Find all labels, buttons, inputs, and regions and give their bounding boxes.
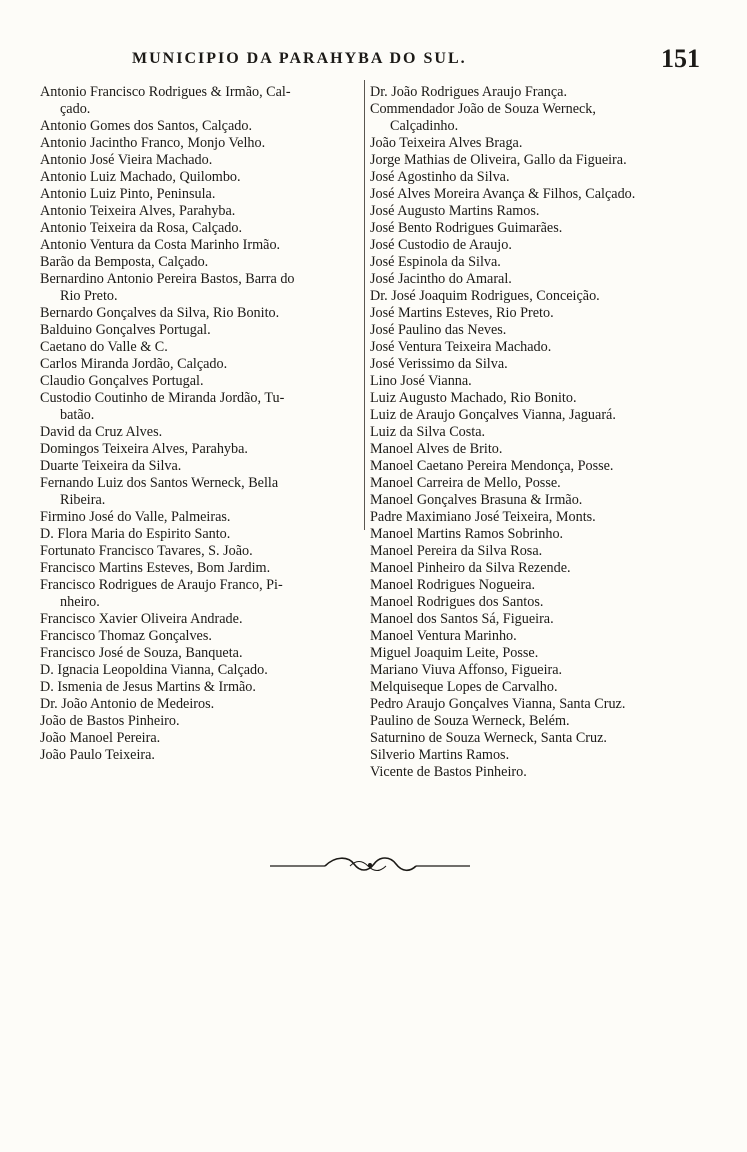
directory-entry xyxy=(370,186,690,203)
entry-text: Mariano Viuva Affonso, Figueira. xyxy=(370,662,563,678)
entry-text: Fortunato Francisco Tavares, S. João. xyxy=(40,543,253,559)
directory-entry xyxy=(370,356,690,373)
directory-entry xyxy=(40,560,362,577)
directory-entry xyxy=(40,203,362,220)
directory-entry xyxy=(40,305,362,322)
entry-text: Duarte Teixeira da Silva. xyxy=(40,458,182,474)
entry-text: Manoel dos Santos Sá, Figueira. xyxy=(370,611,554,627)
entry-text: Pedro Araujo Gonçalves Vianna, Santa Cruz. xyxy=(370,696,626,712)
entry-text: Manoel Rodrigues Nogueira. xyxy=(370,577,536,593)
page-number: 151 xyxy=(661,44,700,73)
directory-entry xyxy=(370,237,690,254)
directory-entry xyxy=(370,407,690,424)
entry-text: Barão da Bemposta, Calçado. xyxy=(40,254,209,270)
directory-entry xyxy=(40,322,362,339)
directory-entry xyxy=(40,662,362,679)
entry-text: Antonio Francisco Rodrigues & Irmão, Cal- xyxy=(40,84,291,100)
directory-entry xyxy=(40,339,362,356)
page-header xyxy=(40,44,700,78)
directory-entry xyxy=(40,373,362,390)
right-column xyxy=(370,84,690,781)
entry-text: José Paulino das Neves. xyxy=(370,322,507,338)
entry-text: Luiz Augusto Machado, Rio Bonito. xyxy=(370,390,577,406)
entry-continuation: çado. xyxy=(60,101,91,117)
entry-text: Luiz de Araujo Gonçalves Vianna, Jaguará. xyxy=(370,407,616,423)
directory-entry xyxy=(370,764,690,781)
directory-entry xyxy=(40,679,362,696)
directory-entry xyxy=(40,237,362,254)
entry-text: Dr. João Rodrigues Araujo França. xyxy=(370,84,568,100)
entry-text: Manoel Rodrigues dos Santos. xyxy=(370,594,544,610)
entry-text: Melquiseque Lopes de Carvalho. xyxy=(370,679,558,695)
entry-text: Silverio Martins Ramos. xyxy=(370,747,510,763)
directory-entry xyxy=(40,169,362,186)
directory-entry xyxy=(370,713,690,730)
directory-entry xyxy=(370,577,690,594)
directory-entry xyxy=(40,84,362,118)
entry-text: Francisco Rodrigues de Araujo Franco, Pi- xyxy=(40,577,283,593)
directory-entry xyxy=(40,135,362,152)
entry-text: Manoel Caetano Pereira Mendonça, Posse. xyxy=(370,458,614,474)
directory-entry xyxy=(40,747,362,764)
directory-entry xyxy=(370,560,690,577)
directory-entry xyxy=(370,747,690,764)
entry-text: Manoel Pinheiro da Silva Rezende. xyxy=(370,560,571,576)
directory-entry xyxy=(40,424,362,441)
directory-entry xyxy=(370,322,690,339)
entry-text: Luiz da Silva Costa. xyxy=(370,424,486,440)
entry-text: João Manoel Pereira. xyxy=(40,730,161,746)
entry-text: José Jacintho do Amaral. xyxy=(370,271,512,287)
directory-entry xyxy=(370,101,690,135)
page-title: MUNICIPIO DA PARAHYBA DO SUL. xyxy=(132,50,467,67)
entry-text: Antonio Teixeira Alves, Parahyba. xyxy=(40,203,236,219)
entry-text: Paulino de Souza Werneck, Belém. xyxy=(370,713,570,729)
directory-entry xyxy=(370,305,690,322)
entry-text: José Alves Moreira Avança & Filhos, Calçado. xyxy=(370,186,636,202)
entry-text: Dr. João Antonio de Medeiros. xyxy=(40,696,215,712)
entry-text: Manoel Carreira de Mello, Posse. xyxy=(370,475,561,491)
entry-text: José Augusto Martins Ramos. xyxy=(370,203,540,219)
directory-entry xyxy=(370,373,690,390)
entry-text: Custodio Coutinho de Miranda Jordão, Tu- xyxy=(40,390,285,406)
entry-text: David da Cruz Alves. xyxy=(40,424,163,440)
directory-entry xyxy=(370,288,690,305)
directory-entry xyxy=(370,611,690,628)
entry-text: Manoel Martins Ramos Sobrinho. xyxy=(370,526,564,542)
ornament-divider xyxy=(270,852,470,876)
entry-text: Antonio Gomes dos Santos, Calçado. xyxy=(40,118,253,134)
directory-entry xyxy=(370,84,690,101)
entry-text: Antonio Jacintho Franco, Monjo Velho. xyxy=(40,135,266,151)
directory-entry xyxy=(40,730,362,747)
entry-text: Balduino Gonçalves Portugal. xyxy=(40,322,211,338)
entry-text: José Ventura Teixeira Machado. xyxy=(370,339,552,355)
directory-entry xyxy=(40,152,362,169)
directory-entry xyxy=(40,458,362,475)
entry-text: Manoel Gonçalves Brasuna & Irmão. xyxy=(370,492,583,508)
entry-text: Francisco Martins Esteves, Bom Jardim. xyxy=(40,560,271,576)
directory-entry xyxy=(370,543,690,560)
entry-continuation: batão. xyxy=(60,407,95,423)
directory-entry xyxy=(370,458,690,475)
directory-entry xyxy=(40,475,362,509)
entry-text: Caetano do Valle & C. xyxy=(40,339,168,355)
directory-entry xyxy=(40,713,362,730)
directory-entry xyxy=(370,594,690,611)
entry-text: Antonio Luiz Machado, Quilombo. xyxy=(40,169,241,185)
entry-text: Domingos Teixeira Alves, Parahyba. xyxy=(40,441,248,457)
directory-entry xyxy=(40,611,362,628)
entry-text: D. Ismenia de Jesus Martins & Irmão. xyxy=(40,679,256,695)
directory-entry xyxy=(40,390,362,424)
directory-entry xyxy=(370,730,690,747)
entry-text: Carlos Miranda Jordão, Calçado. xyxy=(40,356,228,372)
directory-entry xyxy=(370,645,690,662)
directory-entry xyxy=(370,203,690,220)
entry-text: Manoel Pereira da Silva Rosa. xyxy=(370,543,543,559)
directory-entry xyxy=(40,356,362,373)
entry-text: José Martins Esteves, Rio Preto. xyxy=(370,305,554,321)
entry-text: Vicente de Bastos Pinheiro. xyxy=(370,764,527,780)
entry-text: João Paulo Teixeira. xyxy=(40,747,155,763)
entry-text: Padre Maximiano José Teixeira, Monts. xyxy=(370,509,596,525)
directory-entry xyxy=(40,696,362,713)
directory-entry xyxy=(370,475,690,492)
entry-text: Bernardo Gonçalves da Silva, Rio Bonito. xyxy=(40,305,280,321)
entry-text: Commendador João de Souza Werneck, xyxy=(370,101,596,117)
entry-text: D. Flora Maria do Espirito Santo. xyxy=(40,526,231,542)
directory-entry xyxy=(40,186,362,203)
directory-entry xyxy=(370,390,690,407)
entry-text: Francisco Thomaz Gonçalves. xyxy=(40,628,212,644)
entry-text: José Bento Rodrigues Guimarães. xyxy=(370,220,563,236)
directory-entry xyxy=(40,254,362,271)
entry-text: Bernardino Antonio Pereira Bastos, Barra do xyxy=(40,271,295,287)
entry-text: Antonio Teixeira da Rosa, Calçado. xyxy=(40,220,243,236)
directory-entry xyxy=(370,254,690,271)
entry-continuation: Rio Preto. xyxy=(60,288,118,304)
entry-text: Claudio Gonçalves Portugal. xyxy=(40,373,204,389)
entry-text: João Teixeira Alves Braga. xyxy=(370,135,523,151)
entry-text: Firmino José do Valle, Palmeiras. xyxy=(40,509,231,525)
directory-entry xyxy=(370,492,690,509)
directory-entry xyxy=(370,152,690,169)
entry-text: Antonio Ventura da Costa Marinho Irmão. xyxy=(40,237,281,253)
column-divider xyxy=(364,80,365,530)
entry-text: José Custodio de Araujo. xyxy=(370,237,512,253)
entry-text: Fernando Luiz dos Santos Werneck, Bella xyxy=(40,475,279,491)
entry-text: José Agostinho da Silva. xyxy=(370,169,510,185)
directory-entry xyxy=(370,220,690,237)
left-column xyxy=(40,84,362,764)
entry-text: Saturnino de Souza Werneck, Santa Cruz. xyxy=(370,730,607,746)
directory-entry xyxy=(370,135,690,152)
directory-entry xyxy=(40,577,362,611)
directory-entry xyxy=(370,662,690,679)
entry-continuation: nheiro. xyxy=(60,594,100,610)
entry-text: Francisco Xavier Oliveira Andrade. xyxy=(40,611,243,627)
directory-entry xyxy=(370,679,690,696)
directory-entry xyxy=(370,339,690,356)
entry-text: Antonio Luiz Pinto, Peninsula. xyxy=(40,186,216,202)
directory-entry xyxy=(370,441,690,458)
entry-text: José Verissimo da Silva. xyxy=(370,356,508,372)
directory-entry xyxy=(370,509,690,526)
entry-text: Manoel Alves de Brito. xyxy=(370,441,503,457)
directory-entry xyxy=(370,169,690,186)
entry-continuation: Ribeira. xyxy=(60,492,106,508)
directory-entry xyxy=(40,526,362,543)
directory-entry xyxy=(40,645,362,662)
directory-entry xyxy=(370,526,690,543)
directory-entry xyxy=(40,220,362,237)
directory-entry xyxy=(40,543,362,560)
entry-continuation: Calçadinho. xyxy=(390,118,459,134)
entry-text: João de Bastos Pinheiro. xyxy=(40,713,180,729)
directory-entry xyxy=(40,628,362,645)
entry-text: D. Ignacia Leopoldina Vianna, Calçado. xyxy=(40,662,268,678)
directory-entry xyxy=(40,271,362,305)
entry-text: Miguel Joaquim Leite, Posse. xyxy=(370,645,539,661)
entry-text: Francisco José de Souza, Banqueta. xyxy=(40,645,243,661)
directory-entry xyxy=(40,509,362,526)
entry-text: Lino José Vianna. xyxy=(370,373,472,389)
entry-text: Manoel Ventura Marinho. xyxy=(370,628,517,644)
directory-entry xyxy=(40,118,362,135)
directory-entry xyxy=(370,424,690,441)
entry-text: José Espinola da Silva. xyxy=(370,254,501,270)
directory-entry xyxy=(370,628,690,645)
directory-entry xyxy=(40,441,362,458)
entry-text: Antonio José Vieira Machado. xyxy=(40,152,213,168)
entry-text: Dr. José Joaquim Rodrigues, Conceição. xyxy=(370,288,600,304)
entry-text: Jorge Mathias de Oliveira, Gallo da Figueira. xyxy=(370,152,627,168)
directory-entry xyxy=(370,696,690,713)
directory-entry xyxy=(370,271,690,288)
